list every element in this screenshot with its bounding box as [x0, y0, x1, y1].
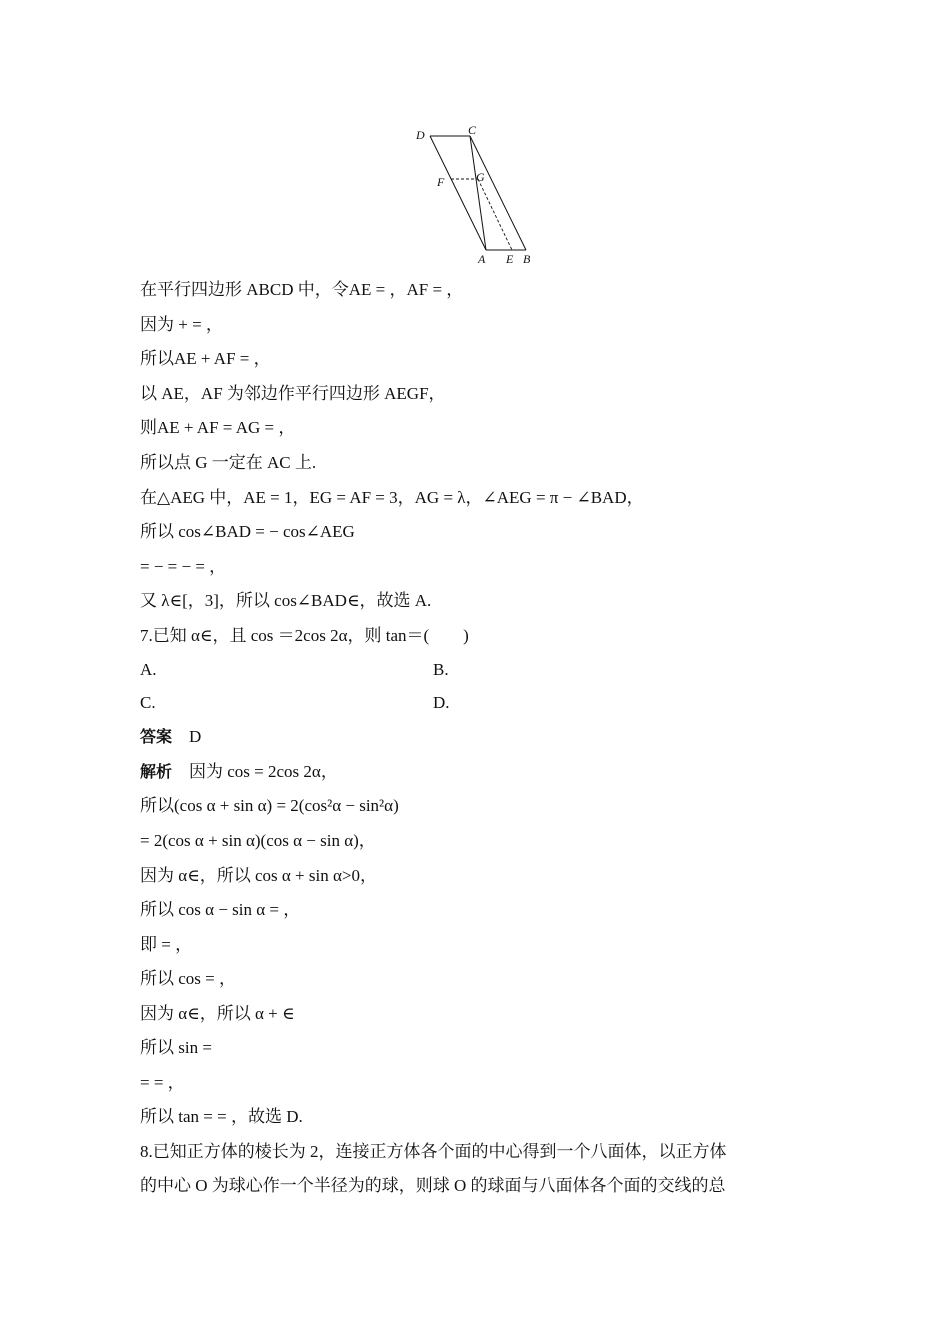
text-line: 在△AEG 中，AE = 1，EG = AF = 3，AG = λ，∠AEG = π − ∠BAD， — [140, 488, 644, 507]
text-line: 所以AE + AF = ， — [140, 349, 271, 368]
label-b: B — [523, 252, 531, 266]
dashed-ge — [478, 179, 512, 250]
text-line: 以 AE，AF 为邻边作平行四边形 AEGF， — [140, 384, 446, 403]
answer-value: D — [189, 727, 202, 746]
analysis-step: 所以 cos = ， — [140, 969, 236, 988]
parallelogram-diagram — [408, 120, 548, 270]
text-line: 则AE + AF = AG = ， — [140, 418, 296, 437]
analysis-first: 因为 cos = 2cos 2α， — [189, 762, 338, 781]
analysis-step: = = ， — [140, 1073, 185, 1092]
answer-label: 答案 — [140, 727, 173, 746]
parallelogram-figure — [408, 120, 548, 270]
analysis-step: 因为 α∈，所以 cos α + sin α>0， — [140, 866, 377, 885]
option-c: C. — [140, 693, 156, 712]
analysis-row — [140, 762, 338, 782]
question-8-line-2: 的中心 O 为球心作一个半径为的球，则球 O 的球面与八面体各个面的交线的总 — [140, 1176, 726, 1195]
analysis-step: 即 = ， — [140, 935, 193, 954]
option-d: D. — [433, 693, 450, 712]
text-line: 在平行四边形 ABCD 中，令AE = ，AF = ， — [140, 280, 464, 299]
label-c: C — [468, 123, 477, 137]
label-g: G — [476, 170, 485, 184]
label-d: D — [416, 128, 425, 142]
option-a: A. — [140, 660, 157, 679]
text-line: 因为 + = ， — [140, 315, 223, 334]
label-a: A — [478, 252, 486, 266]
text-line: = − = − = ， — [140, 557, 227, 576]
analysis-step: 因为 α∈，所以 α + ∈ — [140, 1004, 295, 1023]
analysis-step: 所以(cos α + sin α) = 2(cos²α − sin²α) — [140, 796, 399, 815]
question-7: 7.已知 α∈，且 cos ＝2cos 2α，则 tan＝( ) — [140, 626, 469, 645]
question-8-line-1: 8.已知正方体的棱长为 2，连接正方体各个面的中心得到一个八面体，以正方体 — [140, 1142, 727, 1161]
option-b: B. — [433, 660, 449, 679]
text-line: 所以点 G 一定在 AC 上. — [140, 453, 317, 472]
label-f: F — [437, 175, 445, 189]
analysis-step: 所以 tan = = ，故选 D. — [140, 1107, 303, 1126]
text-line: 所以 cos∠BAD = − cos∠AEG — [140, 522, 355, 541]
label-e: E — [506, 252, 514, 266]
analysis-step: = 2(cos α + sin α)(cos α − sin α)， — [140, 831, 376, 850]
text-line: 又 λ∈[，3]，所以 cos∠BAD∈，故选 A. — [140, 591, 432, 610]
analysis-label: 解析 — [140, 762, 173, 781]
analysis-step: 所以 sin = — [140, 1038, 212, 1057]
answer-row — [140, 727, 201, 747]
analysis-step: 所以 cos α − sin α = ， — [140, 900, 301, 919]
